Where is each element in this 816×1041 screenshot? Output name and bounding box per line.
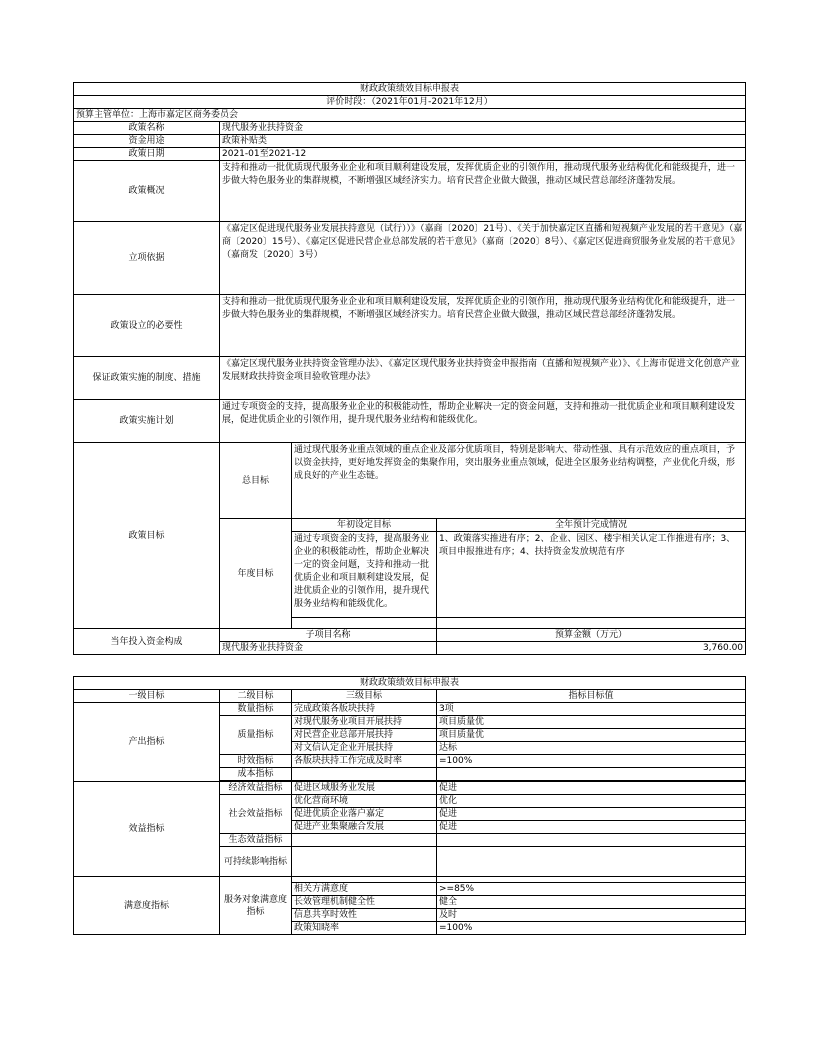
indicator-value: 项目质量优 bbox=[437, 716, 746, 729]
indicator-value-blank bbox=[437, 768, 746, 781]
indicator-value-blank bbox=[437, 847, 746, 877]
sub-project-header: 子项目名称 bbox=[220, 629, 437, 642]
fund-use-value: 政策补贴类 bbox=[220, 135, 746, 148]
indicator-name: 各版块扶持工作完成及时率 bbox=[292, 755, 437, 768]
necessity-value: 支持和推动一批优质现代服务业企业和项目顺利建设发展，发挥优质企业的引领作用，推动现代服务业结构优化和能级提升，进一步做大特色服务业的集群规模，不断增强区域经济实力。培育民营企业做大做强，推动区域民营总部经济蓬勃发展。 bbox=[220, 295, 746, 357]
indicator-value: 3项 bbox=[437, 703, 746, 716]
indicator-value: 健全 bbox=[437, 896, 746, 909]
indicator-name: 长效管理机制健全性 bbox=[292, 896, 437, 909]
satisfaction-indicator-label: 满意度指标 bbox=[74, 877, 220, 935]
indicator-name: 对现代服务业项目开展扶持 bbox=[292, 716, 437, 729]
indicator-name: 对文信认定企业开展扶持 bbox=[292, 742, 437, 755]
sustainable-indicator-label: 可持续影响指标 bbox=[220, 847, 292, 877]
form-title: 财政政策绩效目标申报表 bbox=[74, 83, 746, 96]
policy-name-value: 现代服务业扶持资金 bbox=[220, 122, 746, 135]
indicator-name: 政策知晓率 bbox=[292, 922, 437, 935]
indicator-name: 促进区域服务业发展 bbox=[292, 782, 437, 795]
output-indicator-label: 产出指标 bbox=[74, 703, 220, 782]
indicator-name: 优化营商环境 bbox=[292, 795, 437, 808]
guarantee-value: 《嘉定区现代服务业扶持资金管理办法》、《嘉定区现代服务业扶持资金申报指南（直播和短视频产业）》、《上海市促进文化创意产业发展财政扶持资金项目验收管理办法》 bbox=[220, 357, 746, 400]
evaluation-period: 评价时段：（2021年01月-2021年12月） bbox=[74, 96, 746, 109]
header-level1: 一级目标 bbox=[74, 690, 220, 703]
budget-header: 预算金额（万元） bbox=[437, 629, 746, 642]
plan-value: 通过专项资金的支持，提高服务业企业的积极能动性，帮助企业解决一定的资金问题，支持和推动一批优质企业和项目顺利建设发展，促进优质企业的引领作用，提升现代服务业结构和能级优化。 bbox=[220, 400, 746, 443]
policy-name-label: 政策名称 bbox=[74, 122, 220, 135]
header-level3: 三级目标 bbox=[292, 690, 437, 703]
initial-goal-header: 年初设定目标 bbox=[292, 519, 437, 532]
budget-unit: 预算主管单位：上海市嘉定区商务委员会 bbox=[74, 109, 746, 122]
indicator-name: 促进优质企业落户嘉定 bbox=[292, 808, 437, 821]
service-satisfaction-label: 服务对象满意度指标 bbox=[220, 877, 292, 935]
quality-indicator-label: 质量指标 bbox=[220, 716, 292, 755]
indicator-value: =100% bbox=[437, 755, 746, 768]
indicator-table bbox=[73, 676, 746, 935]
sub-project-name: 现代服务业扶持资金 bbox=[220, 642, 437, 655]
timeliness-indicator-label: 时效指标 bbox=[220, 755, 292, 768]
economic-indicator-label: 经济效益指标 bbox=[220, 782, 292, 795]
indicator-value: 达标 bbox=[437, 742, 746, 755]
plan-label: 政策实施计划 bbox=[74, 400, 220, 443]
expected-completion-value: 1、政策落实推进有序；2、企业、园区、楼宇相关认定工作推进有序；3、项目申报推进有序；4、扶持资金发放规范有序 bbox=[437, 532, 746, 618]
header-level2: 二级目标 bbox=[220, 690, 292, 703]
indicator-name: 完成政策各版块扶持 bbox=[292, 703, 437, 716]
initial-goal-blank bbox=[292, 618, 437, 629]
ecological-indicator-label: 生态效益指标 bbox=[220, 834, 292, 847]
indicator-value: 项目质量优 bbox=[437, 729, 746, 742]
policy-date-value: 2021-01至2021-12 bbox=[220, 148, 746, 161]
indicator-form-title: 财政政策绩效目标申报表 bbox=[74, 677, 746, 690]
indicator-name: 对民营企业总部开展扶持 bbox=[292, 729, 437, 742]
investment-label: 当年投入资金构成 bbox=[74, 629, 220, 655]
indicator-value: 促进 bbox=[437, 808, 746, 821]
overview-value: 支持和推动一批优质现代服务业企业和项目顺利建设发展，发挥优质企业的引领作用，推动现代服务业结构优化和能级提升，进一步做大特色服务业的集群规模，不断增强区域经济实力。培育民营企业做大做强，推动区域民营总部经济蓬勃发展。 bbox=[220, 161, 746, 222]
indicator-name: 相关方满意度 bbox=[292, 883, 437, 896]
indicator-value: >=85% bbox=[437, 883, 746, 896]
indicator-name: 促进产业集聚融合发展 bbox=[292, 821, 437, 834]
policy-form-table bbox=[73, 82, 746, 655]
policy-date-label: 政策日期 bbox=[74, 148, 220, 161]
necessity-label: 政策设立的必要性 bbox=[74, 295, 220, 357]
quantity-indicator-label: 数量指标 bbox=[220, 703, 292, 716]
initial-goal-value: 通过专项资金的支持，提高服务业企业的积极能动性，帮助企业解决一定的资金问题，支持和推动一批优质企业和项目顺利建设发展，促进优质企业的引领作用，提升现代服务业结构和能级优化。 bbox=[292, 532, 437, 618]
fund-use-label: 资金用途 bbox=[74, 135, 220, 148]
indicator-value: =100% bbox=[437, 922, 746, 935]
overview-label: 政策概况 bbox=[74, 161, 220, 222]
indicator-value: 促进 bbox=[437, 782, 746, 795]
indicator-name: 信息共享时效性 bbox=[292, 909, 437, 922]
header-target-value: 指标目标值 bbox=[437, 690, 746, 703]
indicator-value-blank bbox=[437, 834, 746, 847]
indicator-value: 促进 bbox=[437, 821, 746, 834]
indicator-name-blank bbox=[292, 847, 437, 877]
indicator-value: 优化 bbox=[437, 795, 746, 808]
budget-amount: 3,760.00 bbox=[437, 642, 746, 655]
expected-completion-header: 全年预计完成情况 bbox=[437, 519, 746, 532]
basis-value: 《嘉定区促进现代服务业发展扶持意见（试行））》（嘉商〔2020〕21号）、《关于加快嘉定区直播和短视频产业发展的若干意见》（嘉商〔2020〕15号）、《嘉定区促进民营企业总部发展的若干意见》（嘉商〔2020〕8号）、《嘉定区促进商贸服务业发展的若干意见》（嘉商发〔2020〕3号） bbox=[220, 222, 746, 295]
benefit-indicator-label: 效益指标 bbox=[74, 782, 220, 877]
indicator-name-blank bbox=[292, 768, 437, 781]
social-indicator-label: 社会效益指标 bbox=[220, 795, 292, 834]
cost-indicator-label: 成本指标 bbox=[220, 768, 292, 781]
expected-goal-blank bbox=[437, 618, 746, 629]
indicator-value: 及时 bbox=[437, 909, 746, 922]
guarantee-label: 保证政策实施的制度、措施 bbox=[74, 357, 220, 400]
annual-goal-label: 年度目标 bbox=[220, 519, 292, 629]
indicator-name-blank bbox=[292, 834, 437, 847]
overall-goal-label: 总目标 bbox=[220, 443, 292, 519]
overall-goal-value: 通过现代服务业重点领域的重点企业及部分优质项目，特别是影响大、带动性强、具有示范效应的重点项目，予以资金扶持，更好地发挥资金的集聚作用，突出服务业重点领域，促进全区服务业结构调整，产业优化升级，形成良好的产业生态链。 bbox=[292, 443, 746, 519]
goal-label: 政策目标 bbox=[74, 443, 220, 629]
basis-label: 立项依据 bbox=[74, 222, 220, 295]
